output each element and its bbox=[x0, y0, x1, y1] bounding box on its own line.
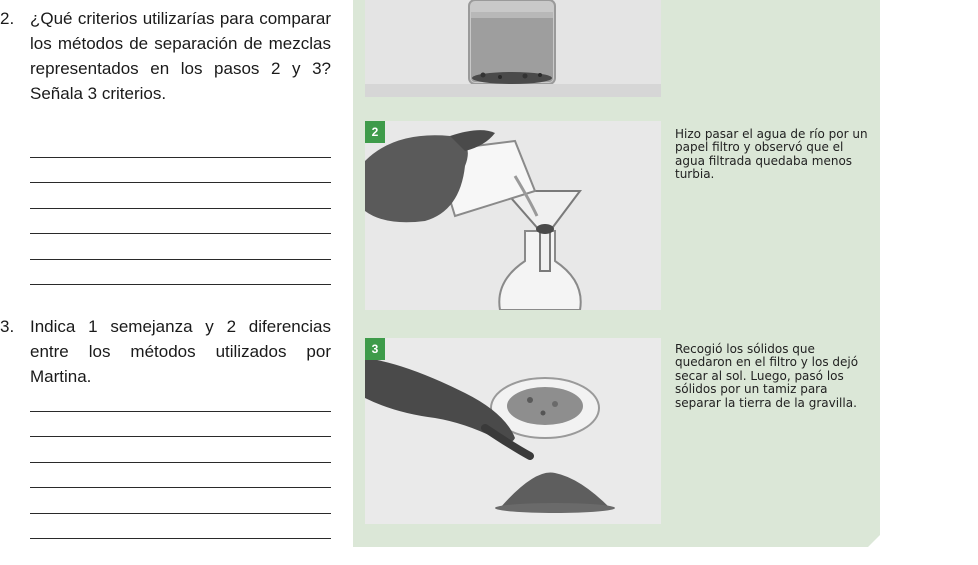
answer-line[interactable] bbox=[30, 488, 331, 514]
answer-lines-q2 bbox=[30, 132, 331, 285]
answer-line[interactable] bbox=[30, 412, 331, 438]
step-3-caption: Recogió los sólidos que quedaron en el filtro y los dejó secar al sol. Luego, pasó los sólidos por un tamiz para separar la tierra de la gravilla. bbox=[675, 342, 859, 410]
answer-line[interactable] bbox=[30, 260, 331, 286]
steps-panel bbox=[353, 0, 880, 547]
question-number: 2. bbox=[0, 9, 15, 28]
solids-on-dish-and-pile-photo bbox=[365, 338, 661, 524]
answer-line[interactable] bbox=[30, 132, 331, 158]
answer-line[interactable] bbox=[30, 437, 331, 463]
answer-lines-q3 bbox=[30, 386, 331, 539]
step-badge: 3 bbox=[365, 338, 385, 360]
question-number: 3. bbox=[0, 317, 15, 336]
answer-line[interactable] bbox=[30, 234, 331, 260]
step-badge: 2 bbox=[365, 121, 385, 143]
question-text: Indica 1 semejanza y 2 diferencias entre los métodos utilizados por Martina. bbox=[30, 317, 331, 386]
jar-with-muddy-water-photo bbox=[365, 0, 661, 97]
step-2-caption: Hizo pasar el agua de río por un papel filtro y observó que el agua filtrada quedaba menos turbia. bbox=[675, 127, 868, 182]
answer-line[interactable] bbox=[30, 514, 331, 540]
answer-line[interactable] bbox=[30, 209, 331, 235]
answer-line[interactable] bbox=[30, 463, 331, 489]
question-text: ¿Qué criterios utilizarías para comparar los métodos de separación de mezclas representados en los pasos 2 y 3? Señala 3 criterios. bbox=[30, 9, 331, 103]
filtering-water-through-funnel-photo bbox=[365, 121, 661, 310]
answer-line[interactable] bbox=[30, 183, 331, 209]
answer-line[interactable] bbox=[30, 158, 331, 184]
answer-line[interactable] bbox=[30, 386, 331, 412]
